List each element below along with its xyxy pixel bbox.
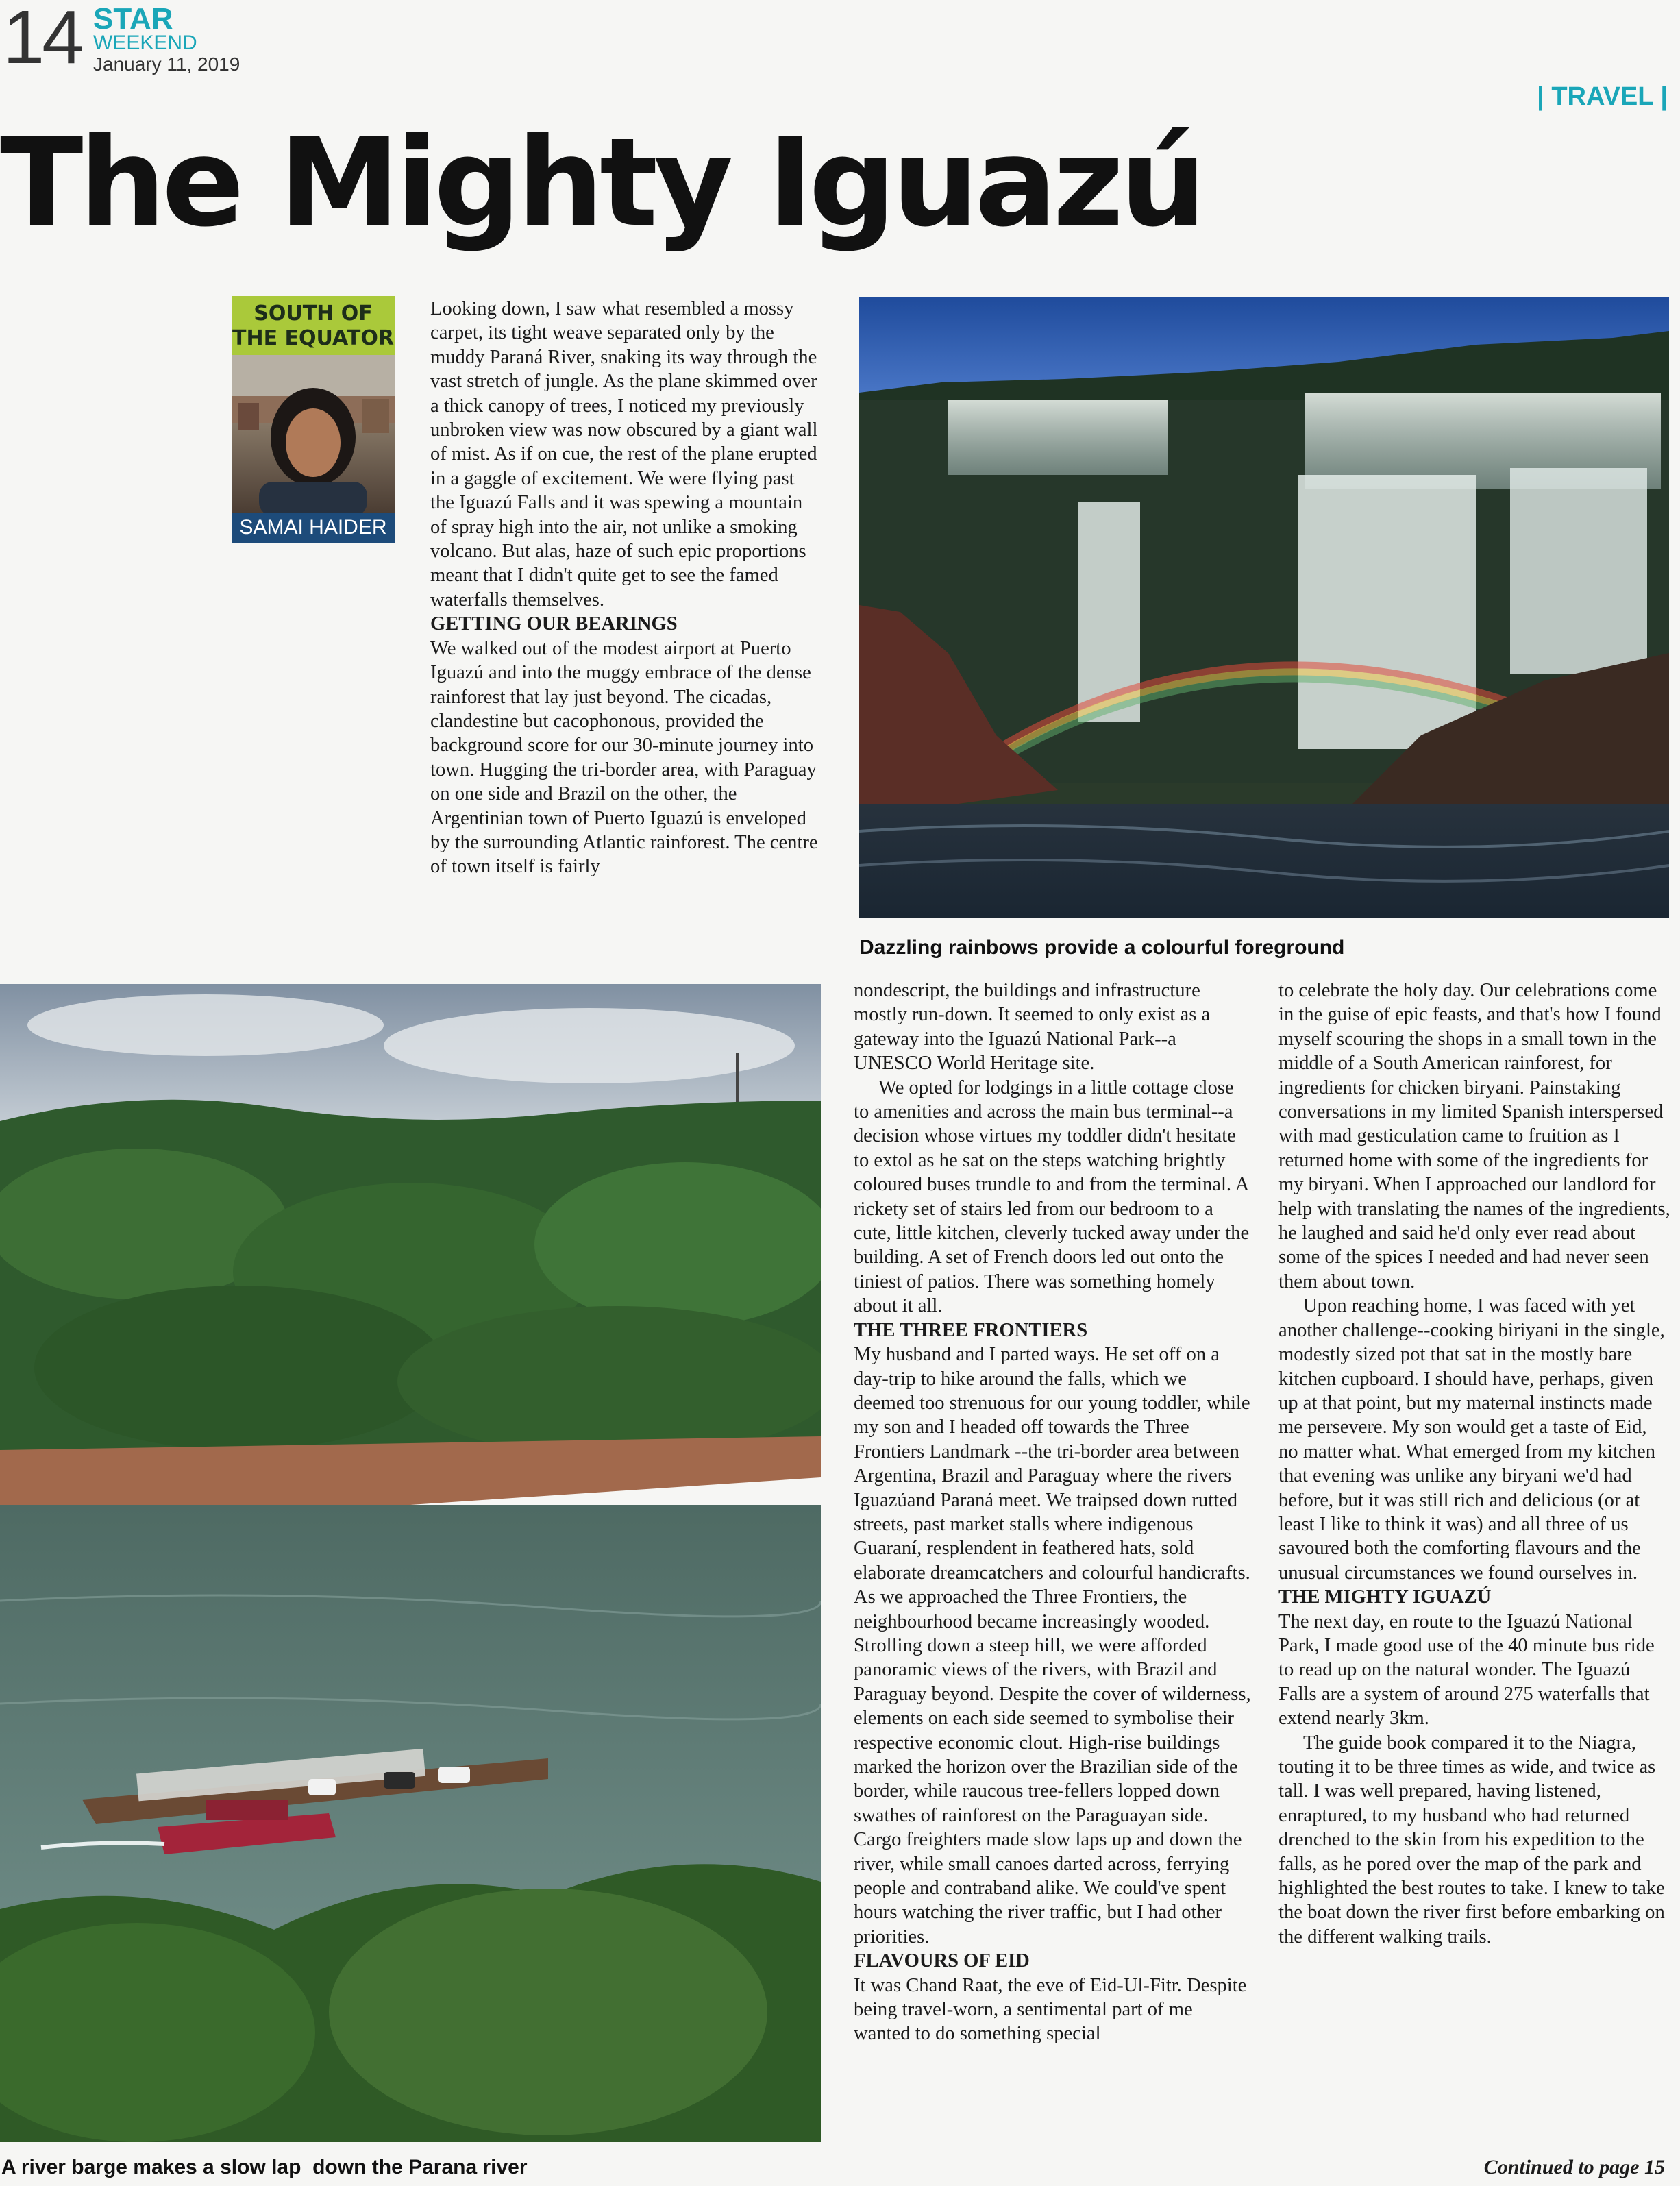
byline-box — [232, 296, 395, 543]
river-caption: A river barge makes a slow lap down the Parana river — [1, 2156, 528, 2178]
article-paragraph: We walked out of the modest airport at Puerto Iguazú and into the muggy embrace of the dense rainforest that lay just beyond. The cicadas, clandestine but cacophonous, provided the background score for our 30-minute journey into town. Hugging the tri-border area, with Paraguay on one side and Brazil on the other, the Argentinian town of Puerto Iguazú is enveloped by the surrounding Atlantic rainforest. The centre of town itself is fairly — [430, 637, 818, 878]
brand-logo: STAR — [93, 2, 173, 36]
article-column-1 — [430, 297, 821, 879]
article-paragraph: to celebrate the holy day. Our celebrations come in the guise of epic feasts, and that's how I found myself scouring the shops in a small town in the middle of a South American rainforest, for ingredients for chicken biryani. Painstaking conversations in my limited Spanish interspersed with mad gesticulation came to fruition as I returned home with some of the ingredients for my biryani. When I approached our landlord for help with translating the names of the ingredients, he laughed and said he'd only ever read about some of the spices I needed and had never seen them about town. — [1278, 980, 1670, 1292]
headline: The Mighty Iguazú — [0, 112, 1203, 254]
article-paragraph: It was Chand Raat, the eve of Eid-Ul-Fitr. Despite being travel-worn, a sentimental part of me wanted to do something special — [854, 1974, 1247, 2045]
falls-caption: Dazzling rainbows provide a colourful foreground — [859, 936, 1345, 959]
article-paragraph: Looking down, I saw what resembled a mossy carpet, its tight weave separated only by the muddy Paraná River, snaking its way through the vast stretch of jungle. As the plane skimmed over a thick canopy of trees, I noticed my previously unbroken view was now obscured by a giant wall of mist. As if on cue, the rest of the plane erupted in a gaggle of excitement. We were flying past the Iguazú Falls and it was spewing a mountain of spray high into the air, not unlike a smoking volcano. But alas, haze of such epic proportions meant that I didn't quite get to see the famed waterfalls themselves. — [430, 298, 818, 611]
article-paragraph: We opted for lodgings in a little cottage close to amenities and across the main bus terminal--a decision whose virtues my toddler didn't hesitate to extol as he sat on the steps watching brightly coloured buses trundle to and from the terminal. A rickety set of stairs led from our bedroom to a cute, little kitchen, cleverly tucked away under the building. A set of French doors led out onto the tiniest of patios. There was something homely about it all. — [854, 1077, 1250, 1317]
river-photo — [0, 984, 821, 2142]
falls-photo — [859, 297, 1669, 918]
article-paragraph: My husband and I parted ways. He set off on a day-trip to hike around the falls, which we deemed too strenuous for our young toddler, while my son and I headed off towards the Three Frontiers Landmark --the tri-border area between Argentina, Brazil and Paraguay where the rivers Iguazúand Paraná meet. We traipsed down rutted streets, past market stalls where indigenous Guaraní, resplendent in feathered hats, sold elaborate dreamcatchers and colourful handicrafts. As we approached the Three Frontiers, the neighbourhood became increasingly wooded. Strolling down a steep hill, we were afforded panoramic views of the rivers, with Brazil and Paraguay beyond. Despite the cover of wilderness, elements on each side seemed to symbolise their respective economic clout. High-rise buildings marked the horizon over the Brazilian side of the border, while raucous tree-fellers lopped down swathes of rainforest on the Paraguayan side. Cargo freighters made slow laps up and down the river, while small canoes darted across, ferrying people and contraband alike. We could've spent hours watching the river traffic, but I had other priorities. — [854, 1344, 1251, 1948]
article-paragraph: The next day, en route to the Iguazú National Park, I made good use of the 40 minute bus ride to read up on the natural wonder. The Iguazú Falls are a system of around 275 waterfalls that extend nearly 3km. — [1278, 1610, 1655, 1730]
column-title: SOUTH OF THE EQUATOR — [232, 296, 395, 355]
author-photo — [232, 355, 395, 513]
article-subhead: THE MIGHTY IGUAZÚ — [1278, 1586, 1492, 1608]
continued-note: Continued to page 15 — [1483, 2156, 1665, 2178]
author-name: SAMAI HAIDER — [232, 513, 395, 543]
article-column-3 — [1278, 979, 1670, 1949]
brand-subtitle: WEEKEND — [93, 32, 197, 54]
page-number: 14 — [3, 0, 82, 79]
article-subhead: GETTING OUR BEARINGS — [430, 613, 678, 635]
article-subhead: FLAVOURS OF EID — [854, 1950, 1030, 1972]
article-subhead: THE THREE FRONTIERS — [854, 1319, 1088, 1341]
article-paragraph: The guide book compared it to the Niagra, touting it to be three times as wide, and twice as tall. I was well prepared, having listened, enraptured, to my husband who had returned drenched to the skin from his expedition to the falls, as he pored over the map of the park and highlighted the best routes to take. I knew to take the boat down the river first before embarking on the different walking trails. — [1278, 1732, 1665, 1948]
article-column-2 — [854, 979, 1251, 2046]
section-label: | TRAVEL | — [1537, 82, 1668, 111]
article-paragraph: Upon reaching home, I was faced with yet another challenge--cooking biriyani in the single, modestly sized pot that sat in the mostly bare kitchen cupboard. I should have, perhaps, given up at that point, but my maternal instincts made me persevere. My son would get a taste of Eid, no matter what. What emerged from my kitchen that evening was unlike any biryani we'd had before, but it was still rich and delicious (or at least I like to think it was) and all three of us savoured both the comforting flavours and the unusual circumstances we found ourselves in. — [1278, 1295, 1665, 1584]
article-paragraph: nondescript, the buildings and infrastructure mostly run-down. It seemed to only exist as a gateway into the Iguazú National Park--a UNESCO World Heritage site. — [854, 980, 1211, 1074]
issue-date: January 11, 2019 — [93, 53, 240, 75]
